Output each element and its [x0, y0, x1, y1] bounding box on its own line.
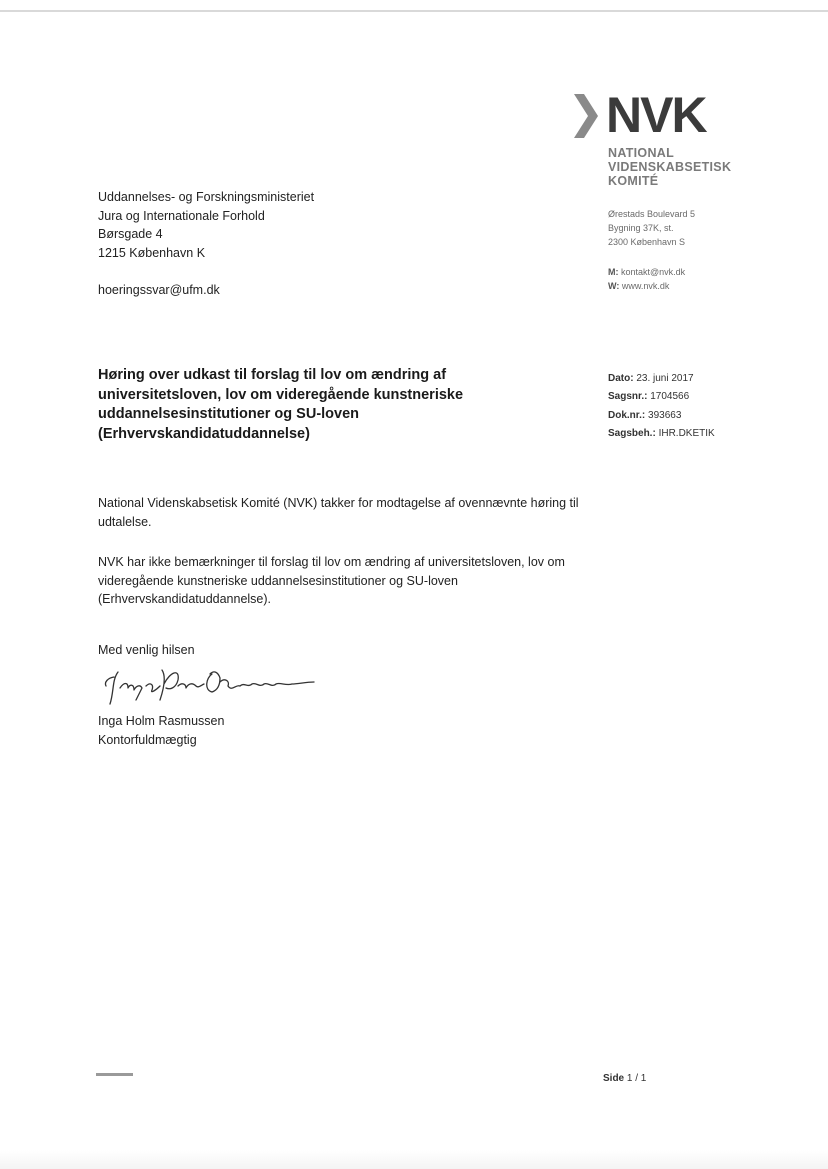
page-number-value: 1 / 1: [626, 1073, 647, 1084]
sender-address-line: 2300 København S: [608, 237, 686, 247]
signer-title: Kontorfuldmægtig: [98, 732, 197, 747]
meta-case-label: Sagsnr.:: [608, 391, 648, 403]
meta-case: [608, 388, 715, 406]
sender-web: [608, 279, 685, 293]
scan-edge-top: [0, 10, 828, 12]
sender-mail: [608, 265, 685, 279]
meta-doc-label: Dok.nr.:: [608, 409, 646, 421]
sender-address-line: Bygning 37K, st.: [608, 223, 674, 233]
recipient-line: Jura og Internationale Forhold: [98, 208, 265, 223]
nvk-logo: [568, 88, 748, 198]
logo-name: [608, 146, 731, 188]
case-meta: [608, 370, 715, 443]
page-number-label: Side: [603, 1073, 625, 1084]
meta-handler-value: IHR.DKETIK: [658, 427, 715, 439]
meta-handler: [608, 425, 715, 443]
recipient-address: [98, 188, 314, 263]
signer-block: [98, 712, 224, 749]
footer-divider: [96, 1073, 133, 1076]
handwritten-signature: [100, 660, 320, 710]
sender-address: [608, 207, 695, 249]
logo-name-line: KOMITÉ: [608, 174, 659, 188]
recipient-email[interactable]: hoeringssvar@ufm.dk: [98, 283, 220, 297]
meta-doc-value: 393663: [648, 409, 682, 421]
scan-edge-bottom: [0, 1150, 828, 1169]
logo-name-line: NATIONAL: [608, 146, 675, 160]
closing-greeting: Med venlig hilsen: [98, 643, 195, 657]
page-number: [603, 1073, 646, 1084]
sender-web-value[interactable]: www.nvk.dk: [621, 281, 670, 291]
body-paragraph: National Videnskabsetisk Komité (NVK) takker for modtagelse af ovennævnte høring til udtalelse.: [98, 496, 579, 529]
meta-doc: [608, 407, 715, 425]
recipient-line: Børsgade 4: [98, 227, 163, 242]
sender-web-label: W:: [608, 281, 620, 291]
meta-date: [608, 370, 715, 388]
body-paragraph: NVK har ikke bemærkninger til forslag til lov om ændring af universitetsloven, lov om videregående kunstneriske uddannelsesinstitutioner og SU-loven (Erhvervskandidatuddannelse).: [98, 555, 565, 606]
recipient-line: Uddannelses- og Forskningsministeriet: [98, 190, 315, 204]
recipient-line: 1215 København K: [98, 246, 206, 261]
logo-mark: NVK: [606, 87, 706, 143]
sender-mail-value[interactable]: kontakt@nvk.dk: [621, 267, 686, 277]
sender-address-line: Ørestads Boulevard 5: [608, 209, 696, 219]
signer-name: Inga Holm Rasmussen: [98, 714, 225, 728]
chevron-right-icon: [568, 88, 608, 144]
sender-contact: [608, 265, 685, 293]
letter-subject: Høring over udkast til forslag til lov om ændring af universitetsloven, lov om videregående kunstneriske uddannelsesinstitutioner og SU-loven (Erhvervskandidatuddannelse): [98, 367, 464, 442]
logo-name-line: VIDENSKABSETISK: [608, 160, 732, 174]
meta-date-value: 23. juni 2017: [636, 373, 694, 384]
sender-mail-label: M:: [608, 267, 619, 277]
meta-case-value: 1704566: [650, 391, 690, 403]
meta-handler-label: Sagsbeh.:: [608, 427, 656, 439]
meta-date-label: Dato:: [608, 373, 634, 384]
